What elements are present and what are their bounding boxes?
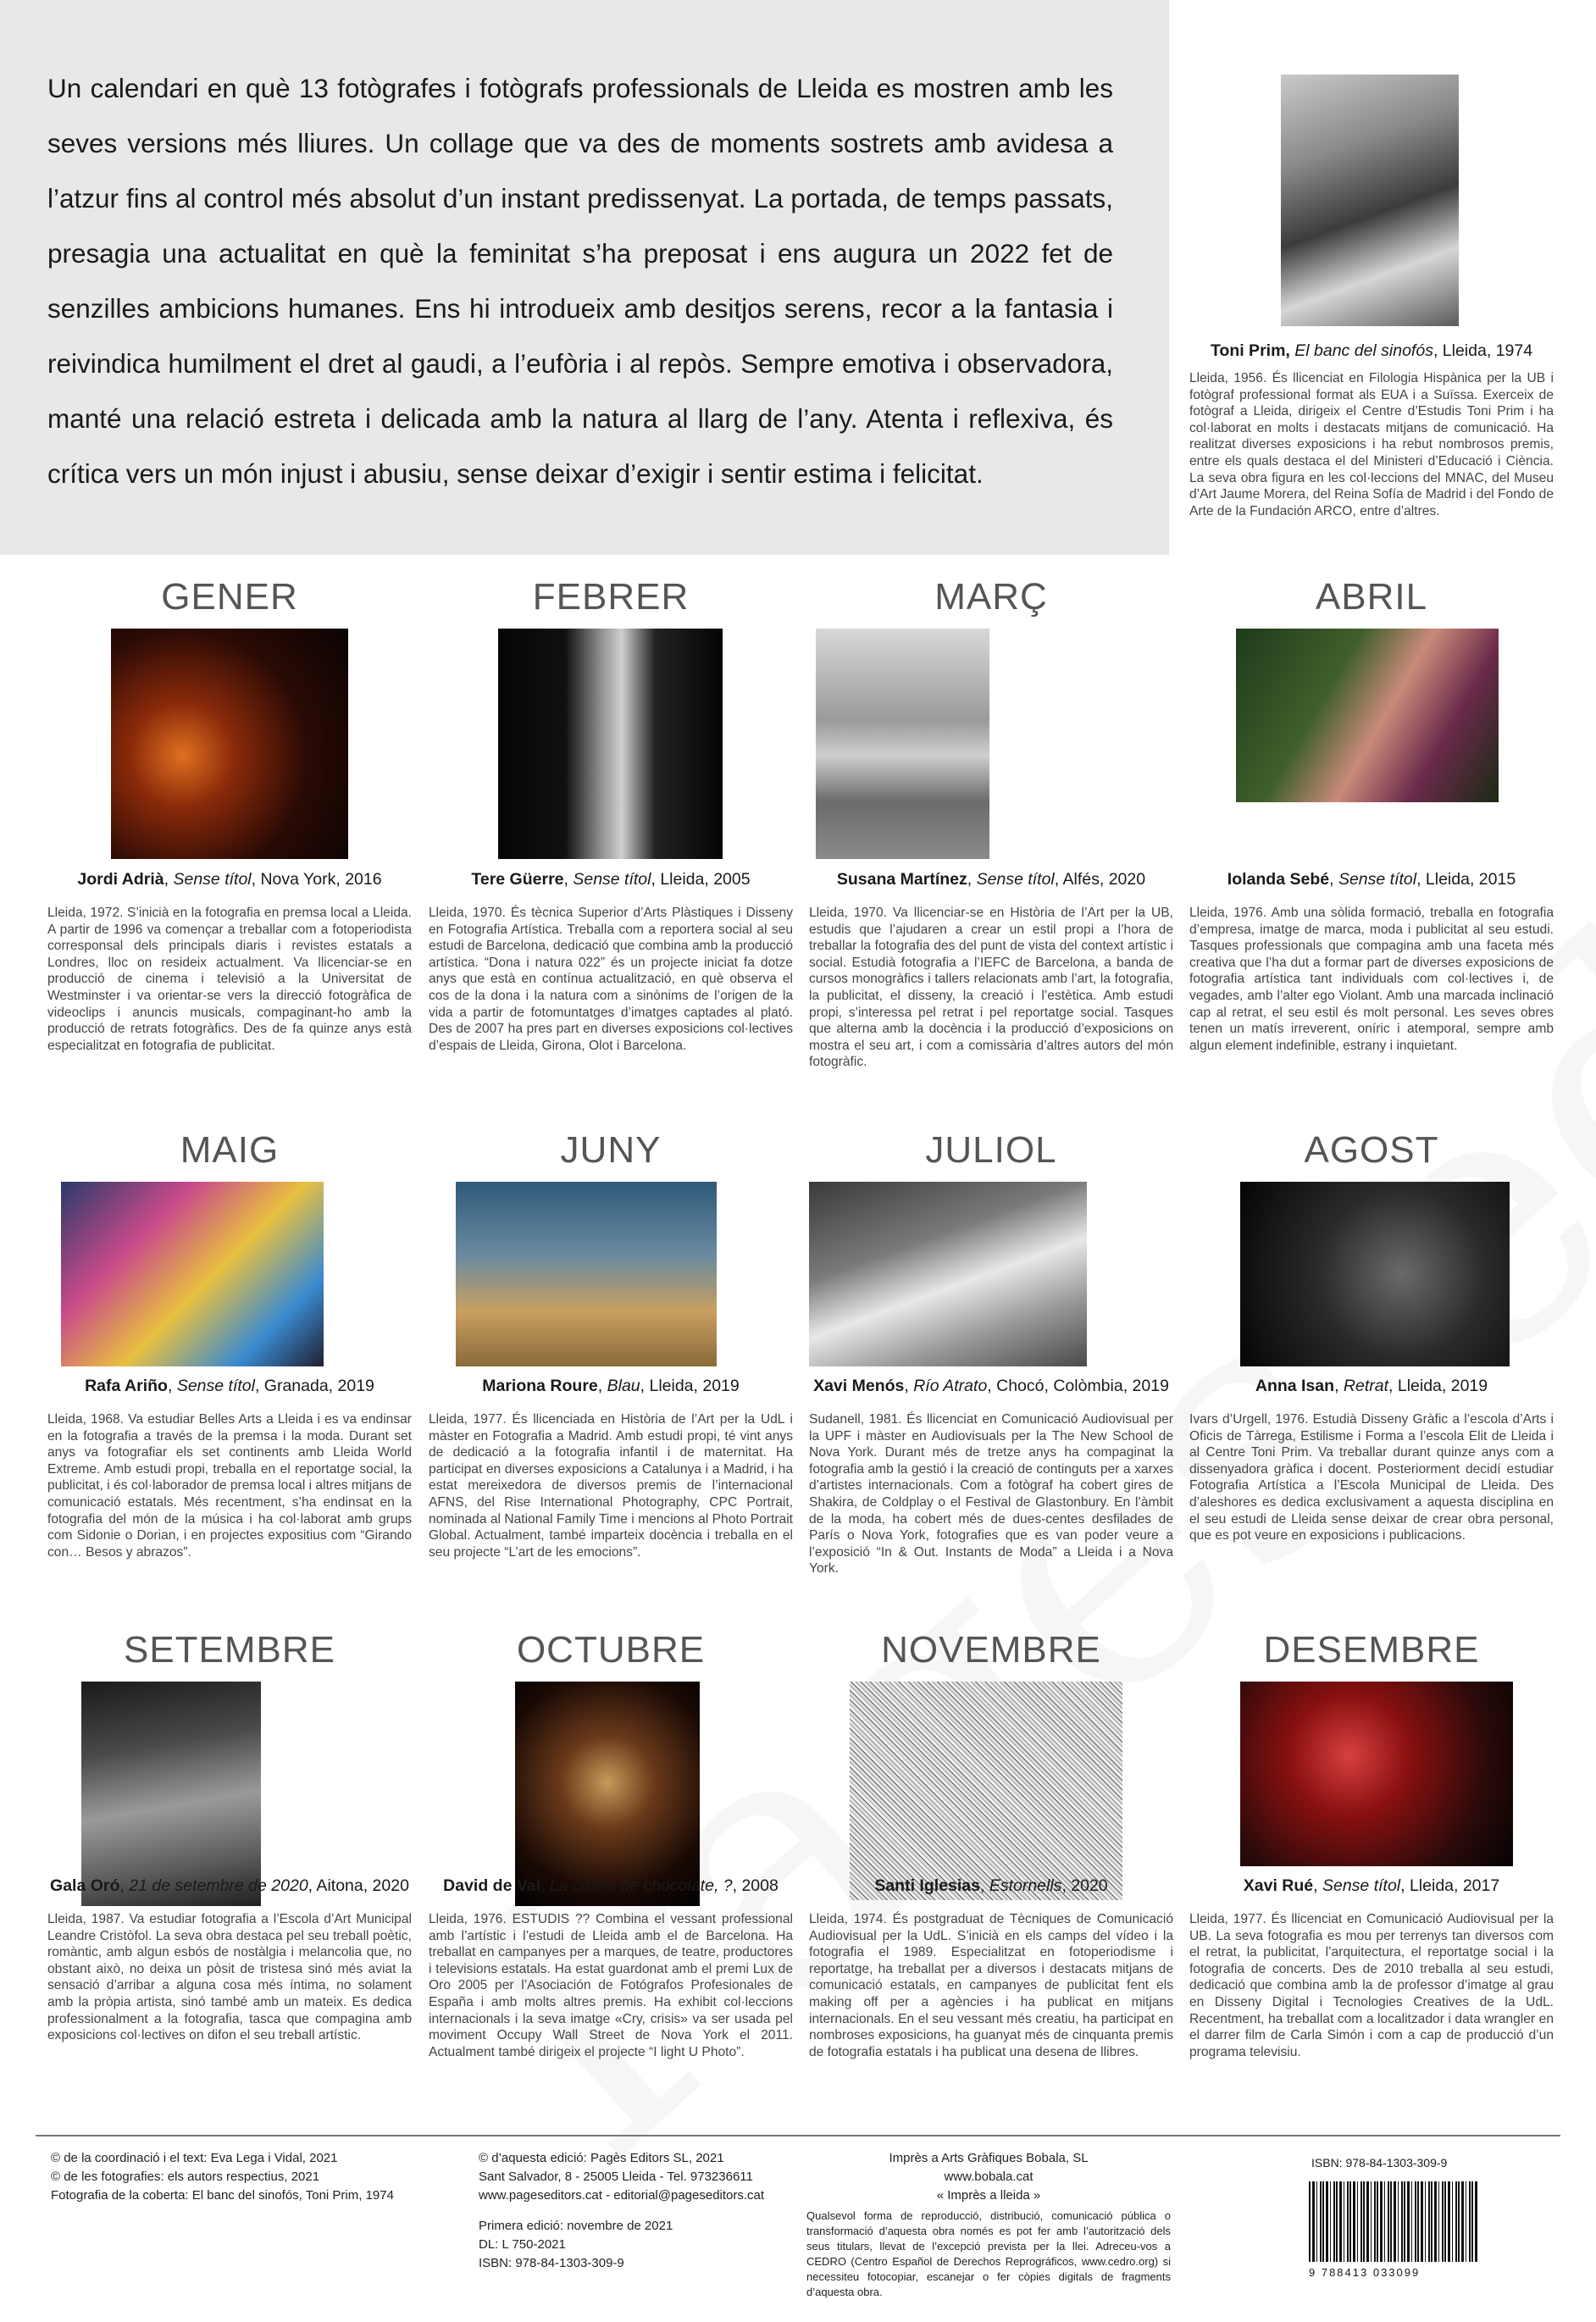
photographer-bio: Lleida, 1977. És llicenciada en Història de l’Art per la UdL i màster en Fotografia a Madrid. Amb estudi propi, té vint anys de dedicació a la fotografia infantil i de maternitat. Ha participat en diverses exposicions a Catalunya i a Madrid, i ha estat mereixedora de diversos premis de l’internacional AFNS, del Rise International Photography, CPC Portrait, nominada al National Family Time i mencions al Photo Portrait Global. Actualment, també imparteix docència i treballa en el seu projecte “L’art de les emocions”. (429, 1412, 793, 1560)
photo-title: Blau (607, 1377, 640, 1395)
isbn-label: ISBN: 978-84-1303-309-9 (1311, 2156, 1448, 2170)
photo-place-year: , Lleida, 2015 (1416, 870, 1516, 889)
publisher-line: © d’aquesta edició: Pagès Editors SL, 2021 (479, 2151, 724, 2165)
month-caption: Susana Martínez, Sense títol, Alfés, 2020 (836, 870, 1146, 889)
cover-caption: Toni Prim, El banc del sinofós, Lleida, 1974 (1210, 341, 1533, 360)
month-name: MAIG (180, 1129, 280, 1171)
edition-line: Primera edició: novembre de 2021 (479, 2219, 673, 2233)
photo-title: Retrat (1343, 1377, 1389, 1395)
photographer-bio: Lleida, 1987. Va estudiar fotografia a l’Escola d’Art Municipal Leandre Cristòfol. La seva obra destaca pel seu treball poètic, romàntic, amb algun esbós de nostàlgia i melancolia que, no obstant això, no deixa un pòsit de tristesa sinó més aviat la sensació d’arribar a alguna cosa més íntima, no solament amb la pròpia artista, sinó també amb un mateix. Es dedica professionalment a la fotografia, tasca que compagina amb exposicions col·lectives on difon el seu treball artístic. (47, 1912, 412, 2043)
month-photo (1240, 1182, 1510, 1366)
month-caption: Xavi Rué, Sense títol, Lleida, 2017 (1243, 1876, 1500, 1895)
photo-place-year: , 2008 (732, 1876, 779, 1895)
month-photo (61, 1182, 324, 1366)
photographer-name: Santi Iglesias (874, 1876, 980, 1895)
month-name: DESEMBRE (1263, 1629, 1480, 1671)
month-caption: Anna Isan, Retrat, Lleida, 2019 (1255, 1377, 1488, 1395)
cover-photo (1281, 75, 1459, 326)
photographer-name: Mariona Roure (482, 1377, 598, 1395)
photo-place-year: , Aitona, 2020 (308, 1876, 409, 1895)
photo-title: 21 de setembre de 2020 (129, 1876, 308, 1895)
month-name: ABRIL (1315, 576, 1428, 618)
month-name: GENER (161, 576, 298, 618)
month-photo (1236, 629, 1499, 802)
month-name: MARÇ (934, 576, 1048, 618)
photographer-name: Iolanda Sebé (1227, 870, 1330, 889)
photographer-name: Gala Oró (50, 1876, 120, 1895)
footer-credits (51, 2149, 441, 2205)
month-photo (498, 629, 723, 859)
photographer-bio: Ivars d’Urgell, 1976. Estudià Disseny Gràfic a l’escola d’Arts i Oficis de Tàrrega, Estilisme i Forma a l’escola Elit de Lleida i al Centre Toni Prim. Va treballar durant quinze anys com a dissenyadora gràfica i docent. Posteriorment decidí estudiar Fotografia Artística a l’Escola Municipal de Lleida. Des d’aleshores es dedica exclusivament a aquesta disciplina en el seu estudi de Lleida sense deixar de crear obra personal, que es pot veure en exposicions i publicacions. (1189, 1412, 1554, 1543)
cover-bio: Lleida, 1956. És llicenciat en Filologia Hispànica per la UB i fotògraf professional format als EUA i a Suïssa. Exerceix de fotògraf a Lleida, dirigeix el Centre d’Estudis Toni Prim i ha col·laborat en molts i destacats mitjans de comunicació. Ha realitzat diverses exposicions i ha rebut nombrosos premis, entre els quals destaca el del Ministeri d’Educació i Ciència. La seva obra figura en les col·leccions del MNAC, del Museu d’Art Jaume Morera, del Reina Sofía de Madrid i del Fondo de Arte de la Fundación ARCO, entre d’altres. (1189, 371, 1554, 518)
photographer-name: Susana Martínez (836, 870, 967, 889)
month-name: AGOST (1304, 1129, 1439, 1171)
month-name: FEBRER (532, 576, 690, 618)
photo-title: Río Atrato (913, 1377, 988, 1395)
legal-notice: Qualsevol forma de reproducció, distribució, comunicació pública o transformació d’aquesta obra només es pot fer amb l’autorització dels seus titulars, llevat de l’excepció prevista per la llei. Adreceu-vos a CEDRO (Centro Español de Derechos Reprográficos, www.cedro.org) si necessiteu fotocopiar, escanejar o fer còpies digitals de fragments d’aquesta obra. (806, 2209, 1171, 2298)
printer-line: Imprès a Arts Gràfiques Bobala, SL (889, 2151, 1089, 2165)
credit-line: © de la coordinació i el text: Eva Lega i Vidal, 2021 (51, 2151, 338, 2165)
photographer-bio: Lleida, 1976. ESTUDIS ?? Combina el vessant professional amb l’artístic i l’estudi de Lleida amb el de Barcelona. Ha treballat en campanyes per a marques, de teatre, productores i televisions estatals. Ha estat guardonat amb el premi Lux de Oro 2005 per l’Asociación de Fotógrafos Profesionales de España i amb molts altres premis. Ha exhibit col·leccions internacionals i la seva imatge «Cry, crisis» va ser usada pel moviment Occupy Wall Street de Nova York el 2011. Actualment també dirigeix el projecte “I light U Photo”. (429, 1912, 793, 2059)
footer-printer (806, 2149, 1171, 2300)
photographer-bio: Lleida, 1972. S’inicià en la fotografia en premsa local a Lleida. A partir de 1996 va començar a treballar com a fotoperiodista corresponsal dels principals diaris i revistes estatals a Londres, lloc on resideix actualment. Va llicenciar-se en producció de cinema i televisió a la Universitat de Westminster i va orientar-se vers la direcció fotogràfica de videoclips i anuncis musicals, compaginant-ho amb la producció de retrats fotogràfics. Des de fa quinze anys està especialitzat en fotografia de publicitat. (47, 906, 412, 1053)
photographer-name: Xavi Rué (1243, 1876, 1314, 1895)
footer-divider (36, 2135, 1560, 2136)
publisher-line: Sant Salvador, 8 - 25005 Lleida - Tel. 973236611 (479, 2170, 753, 2184)
photo-place-year: , Lleida, 2017 (1400, 1876, 1500, 1895)
month-caption: Gala Oró, 21 de setembre de 2020, Aitona, 2020 (50, 1876, 409, 1895)
cover-author: Toni Prim (1210, 341, 1286, 360)
month-caption: Tere Güerre, Sense títol, Lleida, 2005 (471, 870, 751, 889)
month-caption: Mariona Roure, Blau, Lleida, 2019 (482, 1377, 740, 1395)
photographer-name: Xavi Menós (813, 1377, 905, 1395)
footer-publisher (479, 2149, 834, 2273)
barcode-number: 9 788413 033099 (1309, 2266, 1421, 2279)
month-photo (816, 629, 989, 859)
photo-title: Sense títol (1338, 870, 1417, 889)
photo-place-year: , Alfés, 2020 (1054, 870, 1146, 889)
printer-line: « Imprès a lleida » (936, 2188, 1041, 2203)
photographer-bio: Lleida, 1974. És postgraduat de Tècniques de Comunicació Audiovisual per la UdL. S’inicià en els camps del vídeo i la fotografia el 1989. Especialitzat en fotoperiodisme i reportatge, ha treballat per a diversos i destacats mitjans de comunicació estatals, en campanyes de publicitat fent els making off per a agències i ha publicat en mitjans internacionals. En el seu vessant més creatiu, ha participat en nombroses exposicions, ha guanyat més de cinquanta premis de fotografia estatals i ha publicat una desena de llibres. (809, 1912, 1173, 2059)
month-name: SETEMBRE (123, 1629, 336, 1671)
month-photo (515, 1682, 700, 1906)
month-photo (81, 1682, 261, 1906)
edition-line: ISBN: 978-84-1303-309-9 (479, 2256, 624, 2270)
photo-place-year: , Lleida, 2019 (1388, 1377, 1488, 1395)
month-caption: Xavi Menós, Río Atrato, Chocó, Colòmbia, 2019 (813, 1377, 1169, 1395)
cover-title: El banc del sinofós (1294, 341, 1433, 360)
photographer-name: Tere Güerre (471, 870, 564, 889)
photo-place-year: , Chocó, Colòmbia, 2019 (987, 1377, 1169, 1395)
month-name: JUNY (560, 1129, 662, 1171)
month-caption: Santi Iglesias, Estornells, 2020 (874, 1876, 1108, 1895)
photo-title: La casita de chocolate, ? (549, 1876, 733, 1895)
photo-place-year: , Nova York, 2016 (251, 870, 382, 889)
photo-title: Sense títol (1322, 1876, 1401, 1895)
photographer-bio: Sudanell, 1981. És llicenciat en Comunicació Audiovisual per la UPF i màster en Audiovisuals per la The New School de Nova York. Durant més de tretze anys ha compaginat la fotografia amb la gestió i la creació de continguts per a xarxes d’artistes internacionals. Com a fotògraf ha cobert gires de Shakira, de Coldplay o el Festival de Glastonbury. En l’àmbit de la moda, ha cobert més de dues-centes desfilades de París o Nova York, fotografies que es van poder veure a l’exposició “In & Out. Instants de Moda” a Lleida i a Nova York. (809, 1412, 1173, 1577)
month-name: JULIOL (925, 1129, 1057, 1171)
printer-line: www.bobala.cat (944, 2170, 1034, 2184)
month-photo (1240, 1682, 1513, 1866)
month-photo (809, 1182, 1087, 1366)
photographer-name: Anna Isan (1255, 1377, 1335, 1395)
edition-line: DL: L 750-2021 (479, 2237, 566, 2252)
month-caption: Iolanda Sebé, Sense títol, Lleida, 2015 (1227, 870, 1516, 889)
cover-place-year: , Lleida, 1974 (1433, 341, 1533, 360)
month-caption: Rafa Ariño, Sense títol, Granada, 2019 (85, 1377, 374, 1395)
photo-title: Sense títol (976, 870, 1055, 889)
photographer-bio: Lleida, 1970. És tècnica Superior d’Arts Plàstiques i Disseny en Fotografia Artística. Treballa com a reportera social al seu estudi de Barcelona, dedicació que combina amb la producció artística. “Dona i natura 022” és un projecte iniciat fa dotze anys que està en contínua actualització, en què observa el cos de la dona i la natura com a sinònims de l’origen de la vida a partir de fotomuntatges d’imatges captades al plató. Des de 2007 ha pres part en diverses exposicions col·lectives d’espais de Lleida, Girona, Olot i Barcelona. (429, 906, 793, 1053)
credit-line: Fotografia de la coberta: El banc del sinofós, Toni Prim, 1974 (51, 2188, 394, 2203)
photographer-name: Jordi Adrià (77, 870, 164, 889)
month-caption: David de Val, La casita de chocolate, ?, 2008 (443, 1876, 779, 1895)
photo-place-year: , Granada, 2019 (254, 1377, 374, 1395)
intro-text: Un calendari en què 13 fotògrafes i fotògrafs professionals de Lleida es mostren amb les seves versions més lliures. Un collage que va des de moments sostrets amb avidesa a l’atzur fins al control més absolut d’un instant predissenyat. La portada, de temps passats, presagia una actualitat en què la feminitat s’ha preposat i ens augura un 2022 fet de senzilles ambicions humanes. Ens hi introdueix amb desitjos serens, recor a la fantasia i reivindica humilment el dret al gaudi, a l’eufòria i al repòs. Sempre emotiva i observadora, manté una relació estreta i delicada amb la natura al llarg de l’any. Atenta i reflexiva, és crítica vers un món injust i abusiu, sense deixar d’exigir i sentir estima i felicitat. (47, 73, 1113, 489)
publisher-line: www.pageseditors.cat - editorial@pageseditors.cat (479, 2188, 765, 2203)
month-photo (456, 1182, 717, 1366)
photo-place-year: , Lleida, 2019 (640, 1377, 740, 1395)
month-photo (850, 1682, 1122, 1900)
photo-place-year: , 2020 (1061, 1876, 1108, 1895)
photo-title: Sense títol (173, 870, 252, 889)
photographer-name: David de Val (443, 1876, 541, 1895)
barcode (1309, 2181, 1478, 2262)
photo-title: Sense títol (573, 870, 651, 889)
photo-title: Sense títol (176, 1377, 255, 1395)
intro-panel (0, 0, 1169, 555)
photographer-bio: Lleida, 1970. Va llicenciar-se en Història de l’Art per la UB, estudis que l’ajudaren a crear un estil propi a l’hora de treballar la fotografia des del punt de vista del context artístic i social. Estudià fotografia a l’IEFC de Barcelona, a banda de cursos monogràfics i tallers relacionats amb l’art, la fotografia, la publicitat, el disseny, la creació i l’estètica. Amb estudi propi, s’interessa pel retrat i pel reportatge social. Tasques que alterna amb la docència i la producció d’exposicions on mostra el seu art, i com a comissària d’altres autors del món fotogràfic. (809, 906, 1173, 1070)
month-name: OCTUBRE (516, 1629, 706, 1671)
photographer-name: Rafa Ariño (85, 1377, 168, 1395)
photographer-bio: Lleida, 1968. Va estudiar Belles Arts a Lleida i es va endinsar en la fotografia a través de la premsa i la moda. Durant set anys va fotografiar els set continents amb Lleida World Extreme. Amb estudi propi, treballa en el reportatge social, la publicitat, i és col·laborador de premsa local i altres mitjans de comunicació estatals. Més recentment, s’ha endinsat en la fotografia del món de la música i ha col·laborat amb grups com Sidonie o Dorian, i en projectes expositius com “Girando con… Besos y abrazos”. (47, 1412, 412, 1560)
credit-line: © de les fotografies: els autors respectius, 2021 (51, 2170, 320, 2184)
photo-place-year: , Lleida, 2005 (651, 870, 751, 889)
photographer-bio: Lleida, 1976. Amb una sòlida formació, treballa en fotografia d’empresa, imatge de marca, moda i publicitat al seu estudi. Tasques professionals que compagina amb una faceta més creativa que l’ha dut a formar part de diverses exposicions de fotografia artística tant individuals com col·lectives i, de vegades, amb l’alter ego Violant. Amb una marcada inclinació cap al retrat, el seu estil és molt personal. Les seves obres tenen un matís irreverent, oníric i atemporal, sempre amb algun element indefinible, estrany i inquietant. (1189, 906, 1554, 1053)
month-caption: Jordi Adrià, Sense títol, Nova York, 2016 (77, 870, 382, 889)
month-name: NOVEMBRE (881, 1629, 1101, 1671)
photographer-bio: Lleida, 1977. És llicenciat en Comunicació Audiovisual per la UB. La seva fotografia es mou per terrenys tan diversos com el retrat, la publicitat, l’arquitectura, el reportatge social i la fotografia de concerts. Des de 2010 treballa al seu estudi, dedicació que combina amb la de professor d’imatge al grau en Disseny Digital i Tecnologies Creatives de la UdL. Recentment, ha treballat com a localitzador i data wrangler en el darrer film de Carla Simón i com a cap de producció d’un programa televisiu. (1189, 1912, 1554, 2059)
photo-title: Estornells (989, 1876, 1062, 1895)
month-photo (111, 629, 348, 859)
